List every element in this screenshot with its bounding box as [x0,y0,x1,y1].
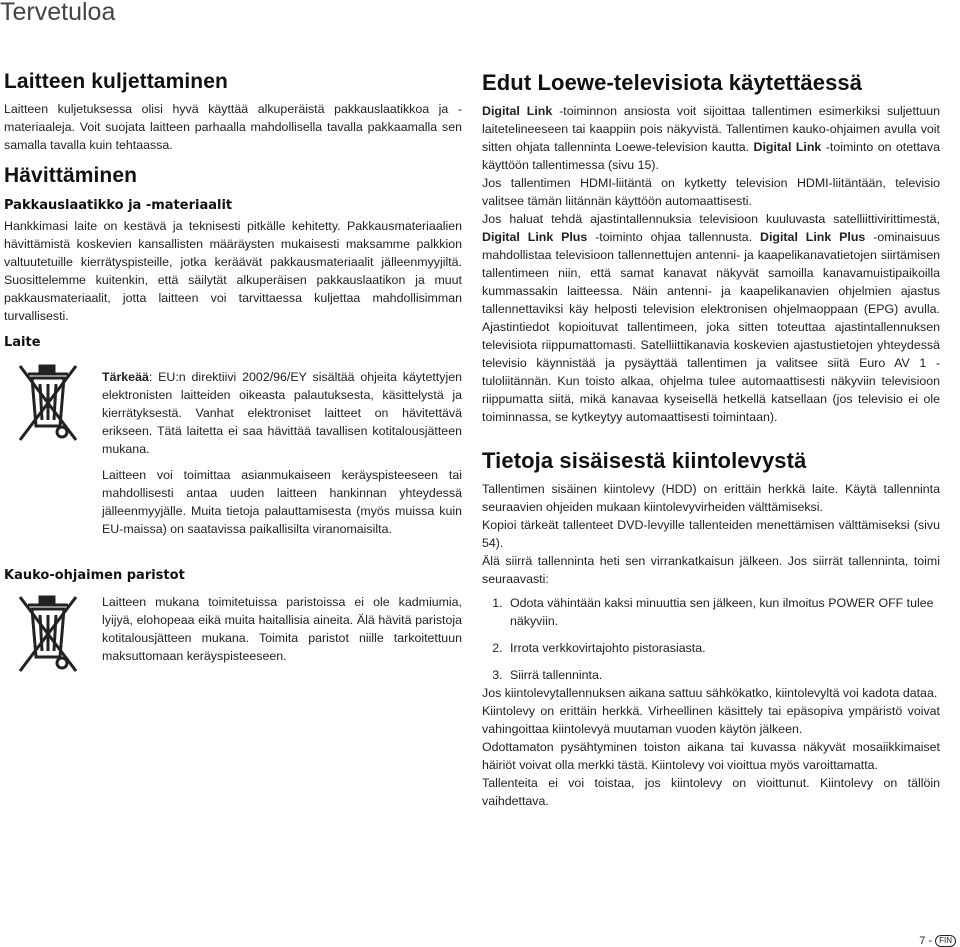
crossed-bin-icon [18,360,78,444]
list-item: 2. Irrota verkkovirtajohto pistorasiasta. [506,639,940,657]
section-title-loewe: Edut Loewe-televisiota käytettäessä [482,70,863,95]
transport-text: Laitteen kuljetuksessa olisi hyvä käyttää alkuperäistä pakkauslaatikkoa ja -materiaaleja. Voit suojata laitteen parhaalla mahdollisella tavalla pakkaamalla sen samalla tavalla kuin tehtaassa. [4,102,462,152]
subsection-title-device: Laite [4,335,41,350]
left-column [4,70,462,665]
device-important-text: Tärkeää: EU:n direktiivi 2002/96/EY sisältää ohjeita käytettyjen elektronisten laitteiden oikeasta palautuksesta, käsittelystä ja kierrätyksestä. Vanhat elektroniset laitteet on hävitettävä erikseen. Tätä laitetta ei saa hävittää tavallisen kotitalousjätteen mukana. [102,370,462,456]
section-title-transport: Laitteen kuljettaminen [4,70,228,93]
page-footer [919,935,956,947]
subsection-title-packaging: Pakkauslaatikko ja -materiaalit [4,198,233,213]
list-item: 1. Odota vähintään kaksi minuuttia sen jälkeen, kun ilmoitus POWER OFF tulee näkyviin. [506,594,940,630]
hdd-text-6: Odottamaton pysähtyminen toiston aikana tai kuvassa näkyvät mosaiikkimaiset häiriöt voivat olla merkki tästä. Kiintolevy voi vioittua myös varoittamatta. [482,740,940,772]
list-item: 3. Siirrä tallenninta. [506,666,940,684]
hdd-text-3: Älä siirrä tallenninta heti sen virrankatkaisun jälkeen. Jos siirrät tallenninta, toimi seuraavasti: [482,554,940,586]
hdd-text-4: Jos kiintolevytallennuksen aikana sattuu sähkökatko, kiintolevyltä voi kadota dataa. [482,686,938,700]
page-title: Tervetuloa [0,0,116,26]
battery-text: Laitteen mukana toimitetuissa paristoissa ei ole kadmiumia, lyijyä, elohopeaa eikä muita haitallisia aineita. Älä hävitä paristoja kotitalousjätteen mukana. Toimita paristot niille tarkoitettuun maksuttomaan keräyspisteeseen. [102,595,462,663]
battery-disposal-text-wrap [102,587,462,665]
hdd-text-5: Kiintolevy on erittäin herkkä. Virheellinen käsittely tai epäsopiva ympäristö voivat vahingoittaa kiintolevyä muutaman vuoden käytön jälkeen. [482,704,940,736]
hdd-text-2: Kopioi tärkeät tallenteet DVD-levyille tallenteiden menettämisen välttämiseksi (sivu 54). [482,518,940,550]
loewe-text-2: Jos tallentimen HDMI-liitäntä on kytketty television HDMI-liitäntään, televisio valitsee tämän liitännän käyttöön automaattisesti. [482,176,940,208]
hdd-text-1: Tallentimen sisäinen kiintolevy (HDD) on erittäin herkkä laite. Käytä tallenninta seuraavien ohjeiden mukaan kiintolevyvirheiden välttämiseksi. [482,482,940,514]
device-disposal-block [4,354,462,538]
crossed-bin-icon [18,591,78,675]
device-return-text: Laitteen voi toimittaa asianmukaiseen keräyspisteeseen tai mahdollisesti antaa uuden laitteen hankinnan yhteydessä jälleenmyyjälle. Muita tietoja palauttamisesta (myös muissa kuin EU-maissa) on saatavissa paikallisilta viranomaisilta. [102,468,462,536]
hdd-steps-list [482,594,940,684]
loewe-text-1: Digital Link -toiminnon ansiosta voit sijoittaa tallentimen esimerkiksi suljettuun laitetelineeseen tai kaappiin pois näkyvistä. Tallentimen kauko-ohjaimen avulla voit sitten ohjata tallenninta Loewe-television kautta. Digital Link -toiminto on otettava käyttöön tallentimessa (sivu 15). [482,104,941,172]
right-column [482,70,940,810]
packaging-text: Hankkimasi laite on kestävä ja teknisesti pitkälle kehitetty. Pakkausmateriaalien hävittämistä koskevien kansallisten määräysten mukaisesti maksamme palkkion valtuutetuille kierrätyspisteille, jotka keräävät pakkausmateriaalit jälleenmyyjiltä. Suosittelemme kuitenkin, että säilytät alkuperäisen pakkauslaatikon ja muut pakkausmateriaalit, jotta laitteen voi tarvittaessa kuljettaa mahdollisimman turvallisesti. [4,219,462,323]
important-label: Tärkeää [102,370,149,384]
battery-disposal-block [4,587,462,665]
section-title-disposal: Hävittäminen [4,164,138,187]
loewe-text-3: Jos haluat tehdä ajastintallennuksia televisioon kuuluvasta satelliittivirittimestä, Digital Link Plus -toiminto ohjaa tallennusta. Digital Link Plus -ominaisuus mahdollistaa televisioon tallennettujen antenni- ja kaapelikanavatietojen siirtämisen tallentimeen niin, että samat kanavat näkyvät samoilla kanavamuistipaikoilla kummassakin laitteessa. Näin antenni- ja kaapelikanavien ohjelmien ajastus tallennettaviksi käy helposti television elektronisen ohjelmaoppaan (EPG) avulla. Ajastintiedot kopioituvat tallentimeen, joka sitten toteuttaa ajastintallennuksen televisiota riippumattomasti. Satelliittikanavia koskevien ajastustietojen yhteydessä televisio käynnistää ja pysäyttää tallentimen ja valitsee siitä Euro AV 1 -tuloliitännän. Kun toisto alkaa, ohjelma tulee automaattisesti näkyviin televisioon riippumatta siitä, mikä kanavaa kyseisellä hetkellä katsellaan (jos televisio ei ole toiminnassa, se kytkeytyy automaattisesti toimintaan). [482,212,940,424]
page-number: 7 - [919,935,933,947]
section-title-hdd: Tietoja sisäisestä kiintolevystä [482,448,807,473]
hdd-text-7: Tallenteita ei voi toistaa, jos kiintolevy on vioittunut. Kiintolevy on tällöin vaihdettava. [482,776,940,808]
device-disposal-text [102,354,462,538]
subsection-title-batteries: Kauko-ohjaimen paristot [4,568,185,583]
language-badge: FIN [935,935,956,947]
